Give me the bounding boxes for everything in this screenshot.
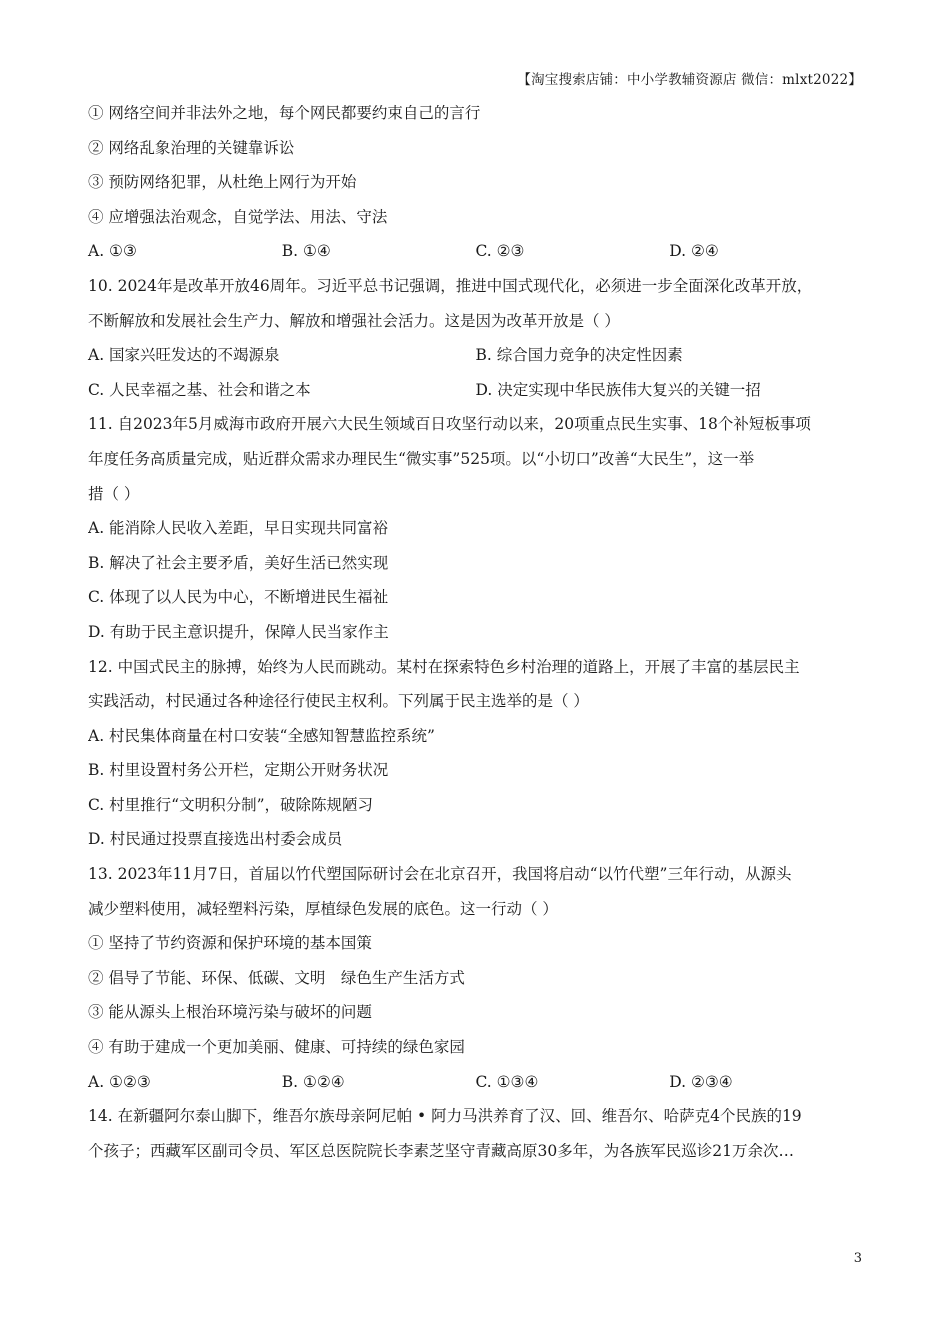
q9-option-d: D. ②④ [669,242,719,261]
q11-option-d: D. 有助于民主意识提升，保障人民当家作主 [88,622,389,641]
q13-option-a: A. ①②③ [88,1072,151,1091]
q9-option-b: B. ①④ [281,242,331,261]
q12-stem-line-2: 实践活动，村民通过各种途径行使民主权利。下列属于民主选举的是（ ） [88,692,589,711]
q13-statement-2: ② 倡导了节能、环保、低碳、文明 绿色生产生活方式 [88,968,465,987]
q10-stem-line-1: 10. 2024年是改革开放46周年。习近平总书记强调，推进中国式现代化，必须进一步全面深化改革开放， [88,276,813,295]
page-header: 【淘宝搜索店铺：中小学教辅资源店 微信：mlxt2022】 [517,72,862,88]
q13-option-d: D. ②③④ [669,1072,733,1091]
q14-stem-line-1: 14. 在新疆阿尔泰山脚下，维吾尔族母亲阿尼帕 • 阿力马洪养育了汉、回、维吾尔、哈萨克4个民族的19 [88,1107,802,1126]
q13-option-c: C. ①③④ [475,1072,539,1091]
q13-options [88,1065,863,1100]
q12-stem-line-1: 12. 中国式民主的脉搏，始终为人民而跳动。某村在探索特色乡村治理的道路上，开展了丰富的基层民主 [88,657,800,676]
q11-stem-line-3: 措（ ） [88,484,140,503]
q12-option-c: C. 村里推行“文明积分制”，破除陈规陋习 [88,795,374,814]
q11-stem-line-2: 年度任务高质量完成，贴近群众需求办理民生“微实事”525项。以“小切口”改善“大民生”，这一举 [88,449,755,468]
q12-option-a: A. 村民集体商量在村口安装“全感知智慧监控系统” [88,726,435,745]
q14-stem-line-2: 个孩子；西藏军区副司令员、军区总医院院长李素芝坚守青藏高原30多年，为各族军民巡诊21万余次… [88,1141,794,1160]
q9-statement-2: ② 网络乱象治理的关键靠诉讼 [88,138,295,157]
q11-option-c: C. 体现了以人民为中心，不断增进民生福祉 [88,588,389,607]
q10-option-d: D. 决定实现中华民族伟大复兴的关键一招 [475,380,761,399]
q9-option-c: C. ②③ [475,242,525,261]
q13-statement-1: ① 坚持了节约资源和保护环境的基本国策 [88,934,372,953]
q11-stem-line-1: 11. 自2023年5月威海市政府开展六大民生领域百日攻坚行动以来，20项重点民生实事、18个补短板事项 [88,415,811,434]
q12-option-b: B. 村里设置村务公开栏，定期公开财务状况 [88,761,389,780]
q9-options [88,234,863,269]
q10-option-b: B. 综合国力竞争的决定性因素 [475,346,683,365]
q9-statement-1: ① 网络空间并非法外之地，每个网民都要约束自己的言行 [88,104,481,122]
q9-statement-4: ④ 应增强法治观念，自觉学法、用法、守法 [88,207,388,226]
q9-statement-3: ③ 预防网络犯罪，从杜绝上网行为开始 [88,173,357,192]
q10-stem-line-2: 不断解放和发展社会生产力、解放和增强社会活力。这是因为改革开放是（ ） [88,311,620,330]
q10-options-row-1 [88,338,863,373]
q12-option-d: D. 村民通过投票直接选出村委会成员 [88,830,343,849]
q11-option-b: B. 解决了社会主要矛盾，美好生活已然实现 [88,553,389,572]
q10-option-a: A. 国家兴旺发达的不竭源泉 [88,346,280,365]
q13-stem-line-1: 13. 2023年11月7日，首届以竹代塑国际研讨会在北京召开，我国将启动“以竹代塑”三年行动，从源头 [88,865,792,884]
q13-statement-4: ④ 有助于建成一个更加美丽、健康、可持续的绿色家园 [88,1038,465,1057]
document-body [88,96,863,1168]
q13-statement-3: ③ 能从源头上根治环境污染与破坏的问题 [88,1003,372,1022]
q9-option-a: A. ①③ [88,242,137,261]
q10-options-row-2 [88,373,863,408]
q10-option-c: C. 人民幸福之基、社会和谐之本 [88,380,311,399]
q13-option-b: B. ①②④ [281,1072,345,1091]
page-number: 3 [853,1251,862,1266]
q11-option-a: A. 能消除人民收入差距，早日实现共同富裕 [88,519,389,538]
q13-stem-line-2: 减少塑料使用，减轻塑料污染，厚植绿色发展的底色。这一行动（ ） [88,899,558,918]
